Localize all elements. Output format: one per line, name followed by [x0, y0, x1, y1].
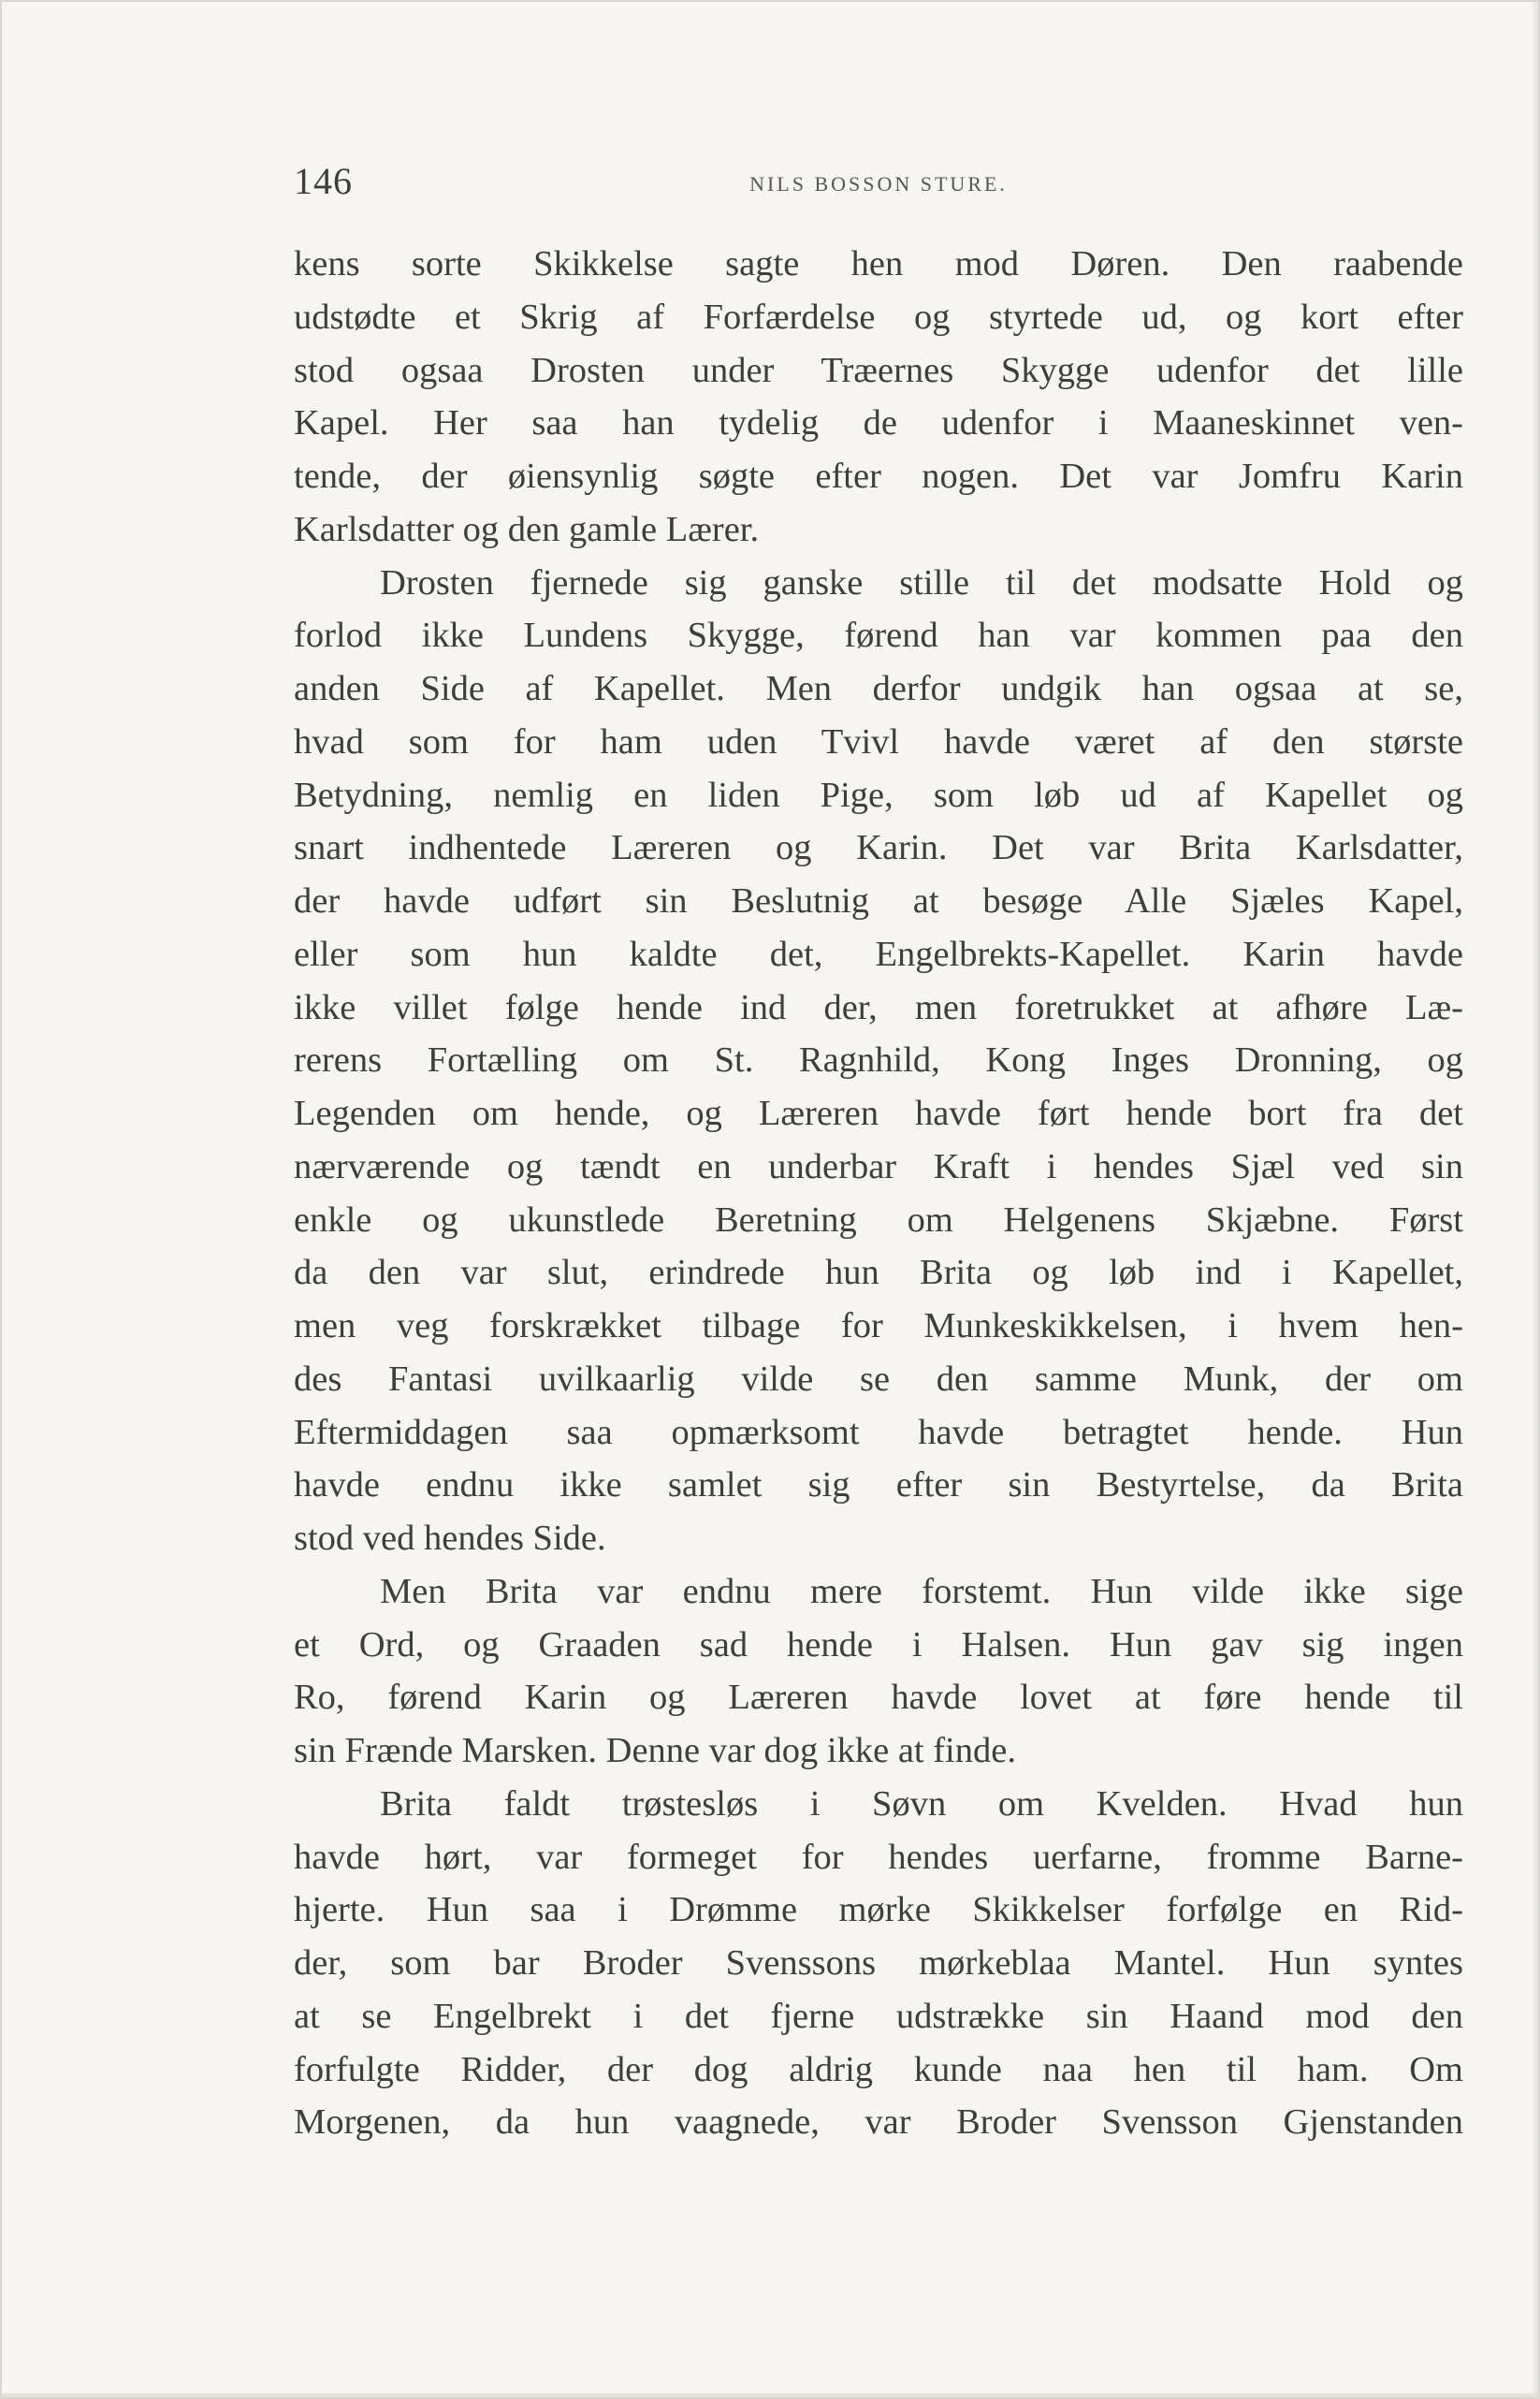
text-line: udstødte et Skrig af Forfærdelse og styrtede ud, og kort efter	[294, 297, 1463, 337]
text-line: der, som bar Broder Svenssons mørkeblaa Mantel. Hun syntes	[294, 1943, 1463, 1983]
text-line: Drosten fjernede sig ganske stille til det modsatte Hold og	[380, 562, 1463, 603]
text-line: des Fantasi uvilkaarlig vilde se den samme Munk, der om	[294, 1359, 1463, 1399]
page-number: 146	[294, 160, 353, 202]
text-line: Karlsdatter og den gamle Lærer.	[294, 509, 760, 549]
text-line: Ro, førend Karin og Læreren havde lovet at føre hende til	[294, 1678, 1463, 1718]
text-line: Kapel. Her saa han tydelig de udenfor i Maaneskinnet ven-	[294, 403, 1463, 443]
text-line: forlod ikke Lundens Skygge, førend han var kommen paa den	[294, 616, 1463, 656]
text-line: enkle og ukunstlede Beretning om Helgenens Skjæbne. Først	[294, 1200, 1463, 1240]
text-line: kens sorte Skikkelse sagte hen mod Døren. Den raabende	[294, 244, 1463, 284]
text-line: stod ogsaa Drosten under Træernes Skygge udenfor det lille	[294, 350, 1463, 390]
text-line: sin Frænde Marsken. Denne var dog ikke at finde.	[294, 1731, 1016, 1770]
text-line: tende, der øiensynlig søgte efter nogen. Det var Jomfru Karin	[294, 457, 1463, 496]
text-line: nærværende og tændt en underbar Kraft i hendes Sjæl ved sin	[294, 1146, 1463, 1186]
text-line: da den var slut, erindrede hun Brita og løb ind i Kapellet,	[294, 1253, 1463, 1293]
page-edge-right	[1533, 2, 1538, 2397]
body-text	[294, 238, 1463, 2149]
text-line: men veg forskrækket tilbage for Munkeskikkelsen, i hvem hen-	[294, 1306, 1463, 1345]
text-line: hjerte. Hun saa i Drømme mørke Skikkelser forfølge en Rid-	[294, 1890, 1463, 1930]
text-line: stod ved hendes Side.	[294, 1519, 606, 1558]
text-line: rerens Fortælling om St. Ragnhild, Kong Inges Dronning, og	[294, 1040, 1463, 1081]
text-line: Men Brita var endnu mere forstemt. Hun vilde ikke sige	[380, 1571, 1463, 1611]
text-line: ikke villet følge hende ind der, men foretrukket at afhøre Læ-	[294, 987, 1463, 1027]
text-line: Morgenen, da hun vaagnede, var Broder Svensson Gjenstanden	[294, 2102, 1463, 2143]
text-line: eller som hun kaldte det, Engelbrekts-Kapellet. Karin havde	[294, 934, 1463, 974]
running-head	[294, 159, 1463, 215]
text-line: hvad som for ham uden Tvivl havde været af den største	[294, 721, 1463, 762]
text-line: et Ord, og Graaden sad hende i Halsen. Hun gav sig ingen	[294, 1624, 1463, 1665]
text-line: havde endnu ikke samlet sig efter sin Bestyrtelse, da Brita	[294, 1465, 1463, 1505]
text-line: at se Engelbrekt i det fjerne udstrække sin Haand mod den	[294, 1996, 1463, 2036]
text-line: snart indhentede Læreren og Karin. Det var Brita Karlsdatter,	[294, 828, 1463, 868]
page-edge-bottom	[2, 2393, 1538, 2397]
text-line: Betydning, nemlig en liden Pige, som løb ud af Kapellet og	[294, 775, 1463, 815]
text-line: havde hørt, var formeget for hendes uerfarne, fromme Barne-	[294, 1837, 1463, 1877]
text-line: anden Side af Kapellet. Men derfor undgik han ogsaa at se,	[294, 669, 1463, 708]
text-line: forfulgte Ridder, der dog aldrig kunde naa hen til ham. Om	[294, 2049, 1463, 2089]
text-line: Legenden om hende, og Læreren havde ført hende bort fra det	[294, 1094, 1463, 1133]
running-title: NILS BOSSON STURE.	[749, 172, 1008, 196]
text-line: Eftermiddagen saa opmærksomt havde betragtet hende. Hun	[294, 1412, 1463, 1452]
text-line: der havde udført sin Beslutnig at besøge Alle Sjæles Kapel,	[294, 881, 1463, 921]
text-line: Brita faldt trøstesløs i Søvn om Kvelden. Hvad hun	[380, 1783, 1463, 1824]
